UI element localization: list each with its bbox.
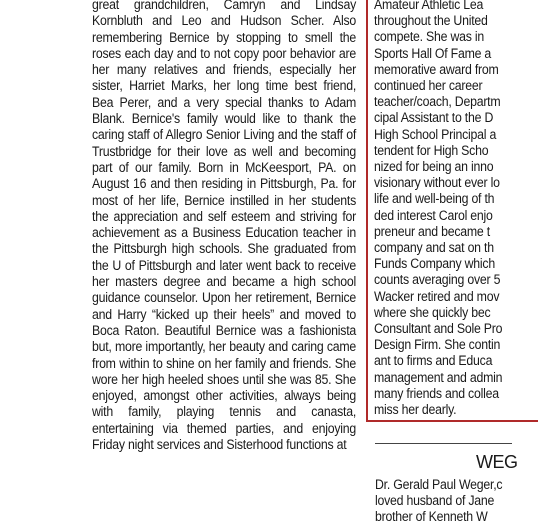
text-line: Consultant and Sole Pro — [374, 321, 503, 337]
text-line: life and well-being of th — [374, 191, 495, 207]
text-line: many friends and collea — [374, 385, 499, 401]
section-divider — [375, 443, 512, 444]
text-line: preneur and became t — [374, 223, 490, 239]
text-line: Amateur Athletic Lea — [374, 0, 484, 12]
text-line: loved husband of Jane — [375, 493, 495, 509]
text-line: miss her dearly. — [374, 402, 457, 418]
text-line: Wacker retired and mov — [374, 288, 500, 304]
text-line: visionary without ever lo — [374, 175, 500, 191]
text-line: Sports Hall Of Fame a — [374, 45, 492, 61]
text-line: teacher/coach, Departm — [374, 94, 501, 110]
text-line: High School Principal a — [374, 126, 497, 142]
text-line: brother of Kenneth W — [375, 509, 488, 525]
obituary-right-text — [374, 0, 549, 418]
text-line: Dr. Gerald Paul Weger,c — [375, 477, 503, 492]
text-line: compete. She was in — [374, 29, 484, 45]
obituary-left-column — [92, 0, 356, 453]
text-line: Design Firm. She contin — [374, 337, 501, 353]
text-line: where she quickly bec — [374, 304, 491, 320]
obituary-right-column — [366, 0, 526, 420]
text-line: memorative award from — [374, 61, 499, 77]
text-line: tendent for High Scho — [374, 142, 489, 158]
text-line: company and sat on th — [374, 240, 494, 256]
text-line: management and admin — [374, 369, 503, 385]
text-line: counts averaging over 5 — [374, 272, 501, 288]
text-line: ant to firms and Educa — [374, 353, 493, 369]
text-line: nized for being an inno — [374, 159, 494, 175]
text-line: continued her career — [374, 78, 483, 94]
text-line: throughout the United — [374, 13, 488, 29]
obituary-body-text: great grandchildren, Camryn and Lindsay Kornbluth and Leo and Hudson Scher. Also remembering Bernice by stopping to smell the roses each day and to not copy poor behavior are her many relatives and friends, especially her sister, Harriet Marks, her long time best friend, Bea Perer, and a very special thanks to Adam Blank. Bernice's family would like to thank the caring staff of Allegro Senior Living and the staff of Trustbridge for their love as well and becoming part of our family. Born in McKeesport, PA. on August 16 and then residing in Pittsburgh, Pa. for most of her life, Bernice instilled in her students the appreciation and self esteem and striving for achievement as a Business Education teacher in the Pittsburgh high schools. She graduated from the U of Pittsburgh and later went back to receive her masters degree and became a high school guidance counselor. Upon her retirement, Bernice and Harry “kicked up their heels” and moved to Boca Raton. Beautiful Bernice was a fashionista but, more importantly, her beauty and caring came from within to shine on her family and friends. She wore her high heeled shoes until she was 85. She enjoyed, amongst other activities, always being with family, playing tennis and canasta, entertaining via themed parties, and enjoying Friday night services and Sisterhood functions at — [92, 0, 357, 453]
text-line: cipal Assistant to the D — [374, 110, 494, 126]
text-line: Funds Company which — [374, 256, 495, 272]
next-obituary-text — [375, 477, 522, 526]
text-line: ded interest Carol enjo — [374, 207, 493, 223]
obituary-name-heading: WEG — [476, 452, 518, 472]
